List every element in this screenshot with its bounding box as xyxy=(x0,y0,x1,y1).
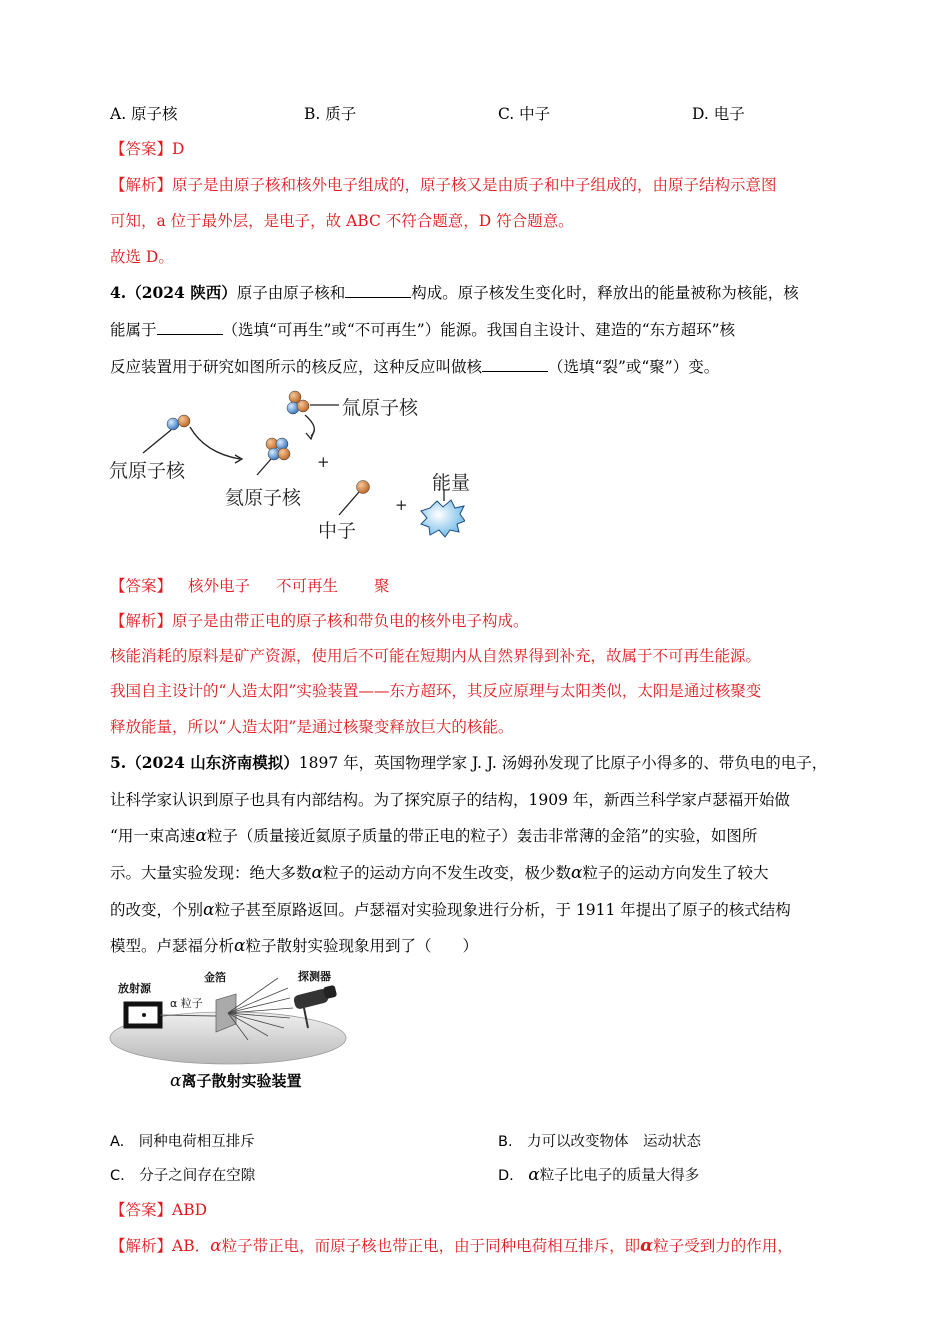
q4-text: 原子由原子核和 xyxy=(236,284,346,302)
q5-option-c: C. 分子之间存在空隙 xyxy=(110,1168,256,1184)
tritium-label: 氚原子核 xyxy=(342,397,419,419)
q5-analysis xyxy=(110,1234,793,1256)
deuterium-label: 氘原子核 xyxy=(109,460,186,482)
q3-option-d: D. 电子 xyxy=(692,105,745,123)
q5-option-a: A. 同种电荷相互排斥 xyxy=(110,1134,255,1150)
q4-text: 构成。原子核发生变化时，释放出的能量被称为核能，核 xyxy=(411,284,799,302)
analysis-text: 粒子受到力的作用， xyxy=(653,1237,793,1255)
foil-label: 金箔 xyxy=(204,971,226,984)
q3-option-a: A. 原子核 xyxy=(110,105,178,123)
answer-value-3: 聚 xyxy=(374,577,390,595)
deuterium-nucleon xyxy=(178,415,190,427)
q4-answer xyxy=(110,574,390,596)
q3-analysis-1 xyxy=(110,173,777,195)
q5-text: 粒子甚至原路返回。卢瑟福对实验现象进行分析，于 1911 年提出了原子的核式结构 xyxy=(214,901,791,919)
figure-caption xyxy=(170,1070,302,1091)
analysis-text: 原子是由带正电的原子核和带负电的核外电子构成。 xyxy=(172,612,529,630)
alpha-symbol: α xyxy=(170,1071,182,1091)
q5-answer xyxy=(110,1198,207,1220)
alpha-symbol: α xyxy=(571,863,583,883)
option-letter: D. xyxy=(498,1168,529,1184)
q4-line-3 xyxy=(110,355,719,377)
analysis-text: AB． xyxy=(172,1237,211,1255)
question-number: 5. xyxy=(110,753,127,772)
q4-analysis-4: 释放能量，所以“人造太阳”是通过核聚变释放巨大的核能。 xyxy=(110,718,514,736)
q5-text: 粒子（质量接近氦原子质量的带正电的粒子）轰击非常薄的金箔”的实验，如图所 xyxy=(206,827,758,845)
q5-text: “用一束高速 xyxy=(110,827,196,845)
alpha-symbol: α xyxy=(234,936,246,956)
neutron-label: 中子 xyxy=(318,520,357,542)
analysis-tag: 【解析】 xyxy=(110,176,173,194)
tritium-nucleon xyxy=(297,400,309,412)
analysis-tag: 【解析】 xyxy=(110,1237,173,1255)
plus-sign-2: + xyxy=(395,496,408,514)
q3-option-c: C. 中子 xyxy=(498,105,551,123)
q5-line-4 xyxy=(110,861,769,883)
q5-line-5 xyxy=(110,898,791,920)
plus-sign-1: + xyxy=(317,453,330,471)
fusion-diagram xyxy=(105,383,471,553)
answer-value: ABD xyxy=(172,1201,208,1219)
detector-label: 探测器 xyxy=(298,970,331,983)
caption-text: 离子散射实验装置 xyxy=(181,1072,302,1090)
analysis-tag: 【解析】 xyxy=(110,612,173,630)
helium-nucleon xyxy=(278,448,290,460)
answer-value-1: 核外电子 xyxy=(188,577,251,595)
q3-answer xyxy=(110,137,184,159)
q4-analysis-1 xyxy=(110,609,529,631)
q5-line-2: 让科学家认识到原子也具有内部结构。为了探究原子的结构，1909 年，新西兰科学家卢瑟福开始做 xyxy=(110,791,790,809)
q3-analysis-2: 可知，a 位于最外层，是电子，故 ABC 不符合题意，D 符合题意。 xyxy=(110,212,574,230)
q5-line-6 xyxy=(110,934,478,956)
option-text: 粒子比电子的质量大得多 xyxy=(539,1168,700,1184)
q5-text: 的改变，个别 xyxy=(110,901,204,919)
helium-label: 氦原子核 xyxy=(225,487,302,509)
q3-analysis-3: 故选 D。 xyxy=(110,248,174,266)
q4-line-2 xyxy=(110,318,735,340)
analysis-text: 粒子带正电，而原子核也带正电，由于同种电荷相互排斥，即 xyxy=(221,1237,641,1255)
alpha-symbol: α xyxy=(640,1236,654,1256)
neutron-particle xyxy=(357,481,370,494)
q4-text: （选填“裂”或“聚”）变。 xyxy=(548,358,720,376)
q5-text: 粒子的运动方向发生了较大 xyxy=(582,864,769,882)
alpha-symbol: α xyxy=(210,1236,222,1256)
q4-line-1 xyxy=(110,281,799,303)
energy-burst xyxy=(421,500,465,537)
answer-tag: 【答案】 xyxy=(110,1201,173,1219)
answer-tag: 【答案】 xyxy=(110,140,173,158)
q4-text: 能属于 xyxy=(110,321,157,339)
energy-label: 能量 xyxy=(432,472,471,494)
alpha-symbol: α xyxy=(195,826,207,846)
answer-value-2: 不可再生 xyxy=(276,577,339,595)
q3-option-b: B. 质子 xyxy=(304,105,357,123)
question-source: （2024 山东济南模拟） xyxy=(126,753,299,772)
scattering-apparatus-figure xyxy=(108,966,348,1096)
q5-line-1 xyxy=(110,751,827,773)
question-number: 4. xyxy=(110,283,127,302)
alpha-particle-label: α 粒子 xyxy=(170,997,203,1010)
answer-value: D xyxy=(172,140,185,158)
alpha-symbol: α xyxy=(311,863,323,883)
alpha-symbol: α xyxy=(528,1165,540,1185)
alpha-symbol: α xyxy=(203,900,215,920)
q5-option-d xyxy=(498,1164,699,1185)
fill-blank-2 xyxy=(157,320,223,335)
analysis-text: 原子是由原子核和核外电子组成的，原子核又是由质子和中子组成的，由原子结构示意图 xyxy=(172,176,777,194)
q5-text: 模型。卢瑟福分析 xyxy=(110,937,235,955)
answer-tag: 【答案】 xyxy=(110,577,173,595)
q5-option-b: B. 力可以改变物体 运动状态 xyxy=(498,1134,702,1150)
deuterium-nucleon xyxy=(167,418,179,430)
question-source: （2024 陕西） xyxy=(126,283,237,302)
fill-blank-3 xyxy=(482,357,548,372)
q5-text: 示。大量实验发现：绝大多数 xyxy=(110,864,312,882)
q4-text: （选填“可再生”或“不可再生”）能源。我国自主设计、建造的“东方超环”核 xyxy=(222,321,736,339)
q4-analysis-2: 核能消耗的原料是矿产资源，使用后不可能在短期内从自然界得到补充，故属于不可再生能源。 xyxy=(110,647,762,665)
q4-text: 反应装置用于研究如图所示的核反应，这种反应叫做核 xyxy=(110,358,483,376)
q5-text: 1897 年，英国物理学家 J. J. 汤姆孙发现了比原子小得多的、带负电的电子， xyxy=(298,754,828,772)
q5-text: 粒子散射实验现象用到了（ ） xyxy=(245,937,479,955)
fill-blank-1 xyxy=(345,283,411,298)
q5-line-3 xyxy=(110,824,757,846)
q4-analysis-3: 我国自主设计的“人造太阳”实验装置——东方超环，其反应原理与太阳类似，太阳是通过核聚变 xyxy=(110,682,762,700)
source-label: 放射源 xyxy=(118,982,151,995)
q5-text: 粒子的运动方向不发生改变，极少数 xyxy=(323,864,572,882)
